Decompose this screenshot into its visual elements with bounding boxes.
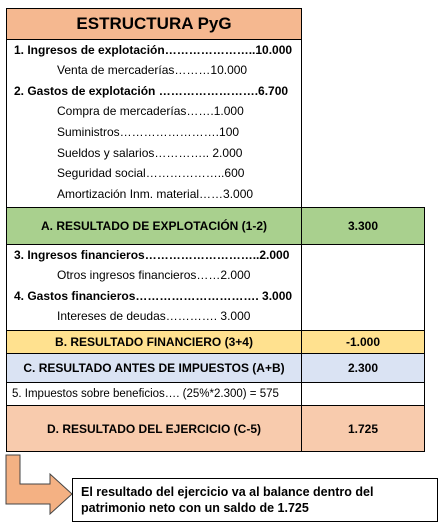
gastos-explotacion-row: 2. Gastos de explotación …………………….6.700: [14, 84, 289, 98]
amortizacion-row: Amortización Inm. material……3.000: [57, 187, 254, 201]
intereses-deudas-row: Intereses de deudas…………. 3.000: [57, 309, 251, 323]
gastos-financieros-row: 4. Gastos financieros…………………………. 3.000: [14, 289, 293, 303]
ingresos-explotacion-row: 1. Ingresos de explotación…………………..10.000: [14, 43, 293, 57]
resultado-ejercicio-value: 1.725: [301, 405, 425, 452]
resultado-explotacion-value: 3.300: [301, 207, 425, 245]
compra-mercaderias-row: Compra de mercaderías…….1.000: [57, 104, 244, 118]
seguridad-social-row: Seguridad social………………..600: [57, 166, 245, 180]
table-title: ESTRUCTURA PyG: [6, 8, 302, 40]
ingresos-financieros-row: 3. Ingresos financieros………………………..2.000: [14, 248, 290, 262]
impuestos-value-cell: [301, 382, 425, 406]
resultado-antes-impuestos-label: C. RESULTADO ANTES DE IMPUESTOS (A+B): [6, 353, 302, 383]
otros-ingresos-row: Otros ingresos financieros……2.000: [57, 268, 251, 282]
resultado-financiero-label: B. RESULTADO FINANCIERO (3+4): [6, 330, 302, 354]
impuestos-row: 5. Impuestos sobre beneficios…. (25%*2.300) = 575: [12, 388, 279, 400]
suministros-row: Suministros…………………….100: [57, 125, 240, 139]
resultado-explotacion-label: A. RESULTADO DE EXPLOTACIÓN (1-2): [6, 207, 302, 245]
resultado-ejercicio-label: D. RESULTADO DEL EJERCICIO (C-5): [6, 405, 302, 452]
arrow-icon: [0, 450, 80, 520]
conclusion-note: El resultado del ejercicio va al balance dentro del patrimonio neto con un saldo de 1.725: [72, 478, 438, 522]
venta-mercaderias-row: Venta de mercaderías………10.000: [57, 63, 248, 77]
resultado-financiero-value: -1.000: [301, 330, 425, 354]
financiero-value-column: [301, 244, 425, 331]
resultado-antes-impuestos-value: 2.300: [301, 353, 425, 383]
sueldos-row: Sueldos y salarios………….. 2.000: [57, 146, 243, 160]
